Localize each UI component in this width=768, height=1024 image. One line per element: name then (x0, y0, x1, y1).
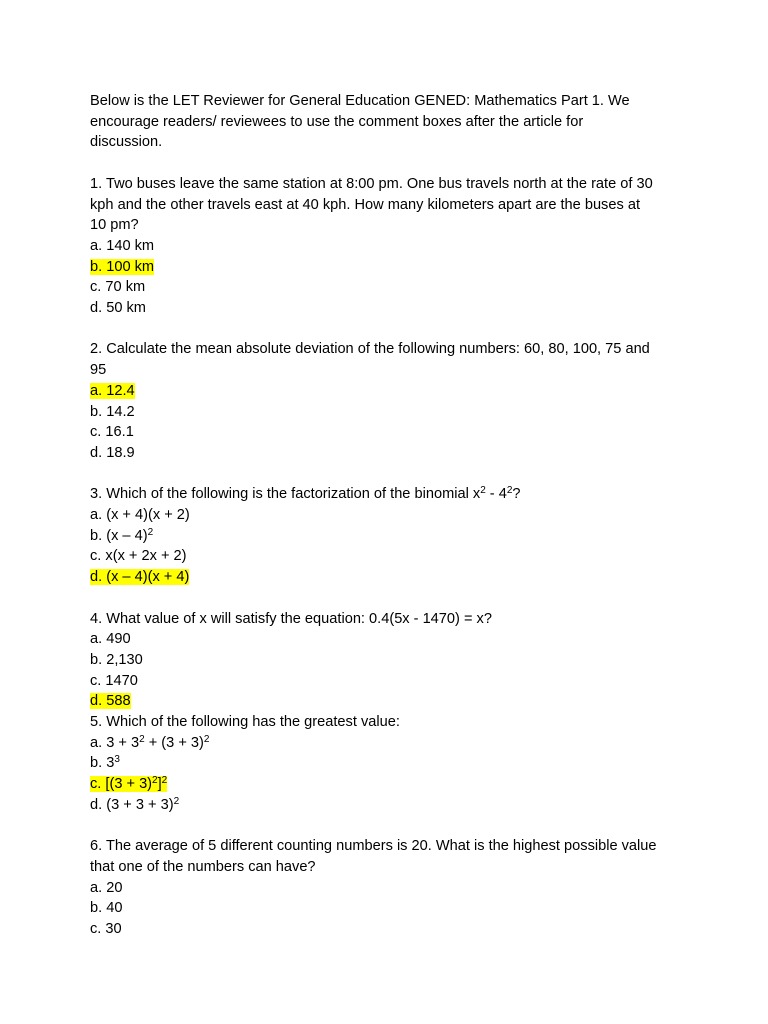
choice-c-answer: c. $[(3 + 3)^2]^2$ (90, 775, 168, 793)
choice-a: a. 20 (90, 879, 123, 896)
choice-b-answer: b. 100 km (90, 258, 155, 275)
choice-c: c. 30 (90, 921, 122, 938)
intro-paragraph (90, 91, 690, 153)
choice-b: b. 14.2 (90, 403, 135, 420)
choice-c: c. x(x + 2x + 2) (90, 548, 187, 565)
question-stem: 5. Which of the following has the greatest value: (90, 714, 400, 731)
question-1 (90, 174, 690, 319)
intro-line: discussion. (90, 134, 163, 151)
choice-b: b. (x – 4)$^2$ (90, 526, 154, 544)
question-stem: that one of the numbers can have? (90, 858, 316, 875)
question-6 (90, 836, 690, 940)
question-3 (90, 484, 690, 588)
choice-d-answer: d. (x – 4)(x + 4) (90, 569, 190, 586)
question-stem: 6. The average of 5 different counting numbers is 20. What is the highest possible value (90, 838, 657, 855)
question-4 (90, 609, 690, 713)
intro-line: Below is the LET Reviewer for General Education GENED: Mathematics Part 1. We (90, 93, 630, 109)
choice-a: a. 490 (90, 631, 131, 648)
choice-c: c. 1470 (90, 672, 138, 689)
question-5 (90, 712, 690, 816)
question-2 (90, 339, 690, 463)
document-page (90, 91, 690, 940)
question-stem: 1. Two buses leave the same station at 8:00 pm. One bus travels north at the rate of 30 (90, 175, 653, 192)
choice-c: c. 70 km (90, 279, 146, 296)
question-stem: 4. What value of x will satisfy the equation: 0.4(5x - 1470) = x? (90, 610, 492, 627)
choice-a: a. $3 + 3^2 + (3 + 3)^2$ (90, 733, 210, 751)
question-stem: 95 (90, 362, 107, 379)
choice-b: b. 40 (90, 900, 123, 917)
choice-b: b. $3^3$ (90, 754, 120, 772)
choice-d: d. 18.9 (90, 444, 135, 461)
choice-a-answer: a. 12.4 (90, 382, 135, 399)
question-stem: 10 pm? (90, 217, 139, 234)
choice-b: b. 2,130 (90, 651, 143, 668)
question-stem: 3. Which of the following is the factorization of the binomial $x^2 - 4^2$? (90, 485, 521, 503)
choice-c: c. 16.1 (90, 424, 134, 441)
question-stem: 2. Calculate the mean absolute deviation of the following numbers: 60, 80, 100, 75 and (90, 341, 650, 358)
intro-line: encourage readers/ reviewees to use the comment boxes after the article for (90, 113, 584, 130)
choice-d-answer: d. 588 (90, 693, 131, 710)
choice-d: d. 50 km (90, 300, 146, 317)
choice-d: d. $(3 + 3 + 3)^2$ (90, 795, 180, 813)
choice-a: a. (x + 4)(x + 2) (90, 507, 190, 524)
choice-a: a. 140 km (90, 237, 155, 254)
question-stem: kph and the other travels east at 40 kph. How many kilometers apart are the buses at (90, 196, 640, 213)
